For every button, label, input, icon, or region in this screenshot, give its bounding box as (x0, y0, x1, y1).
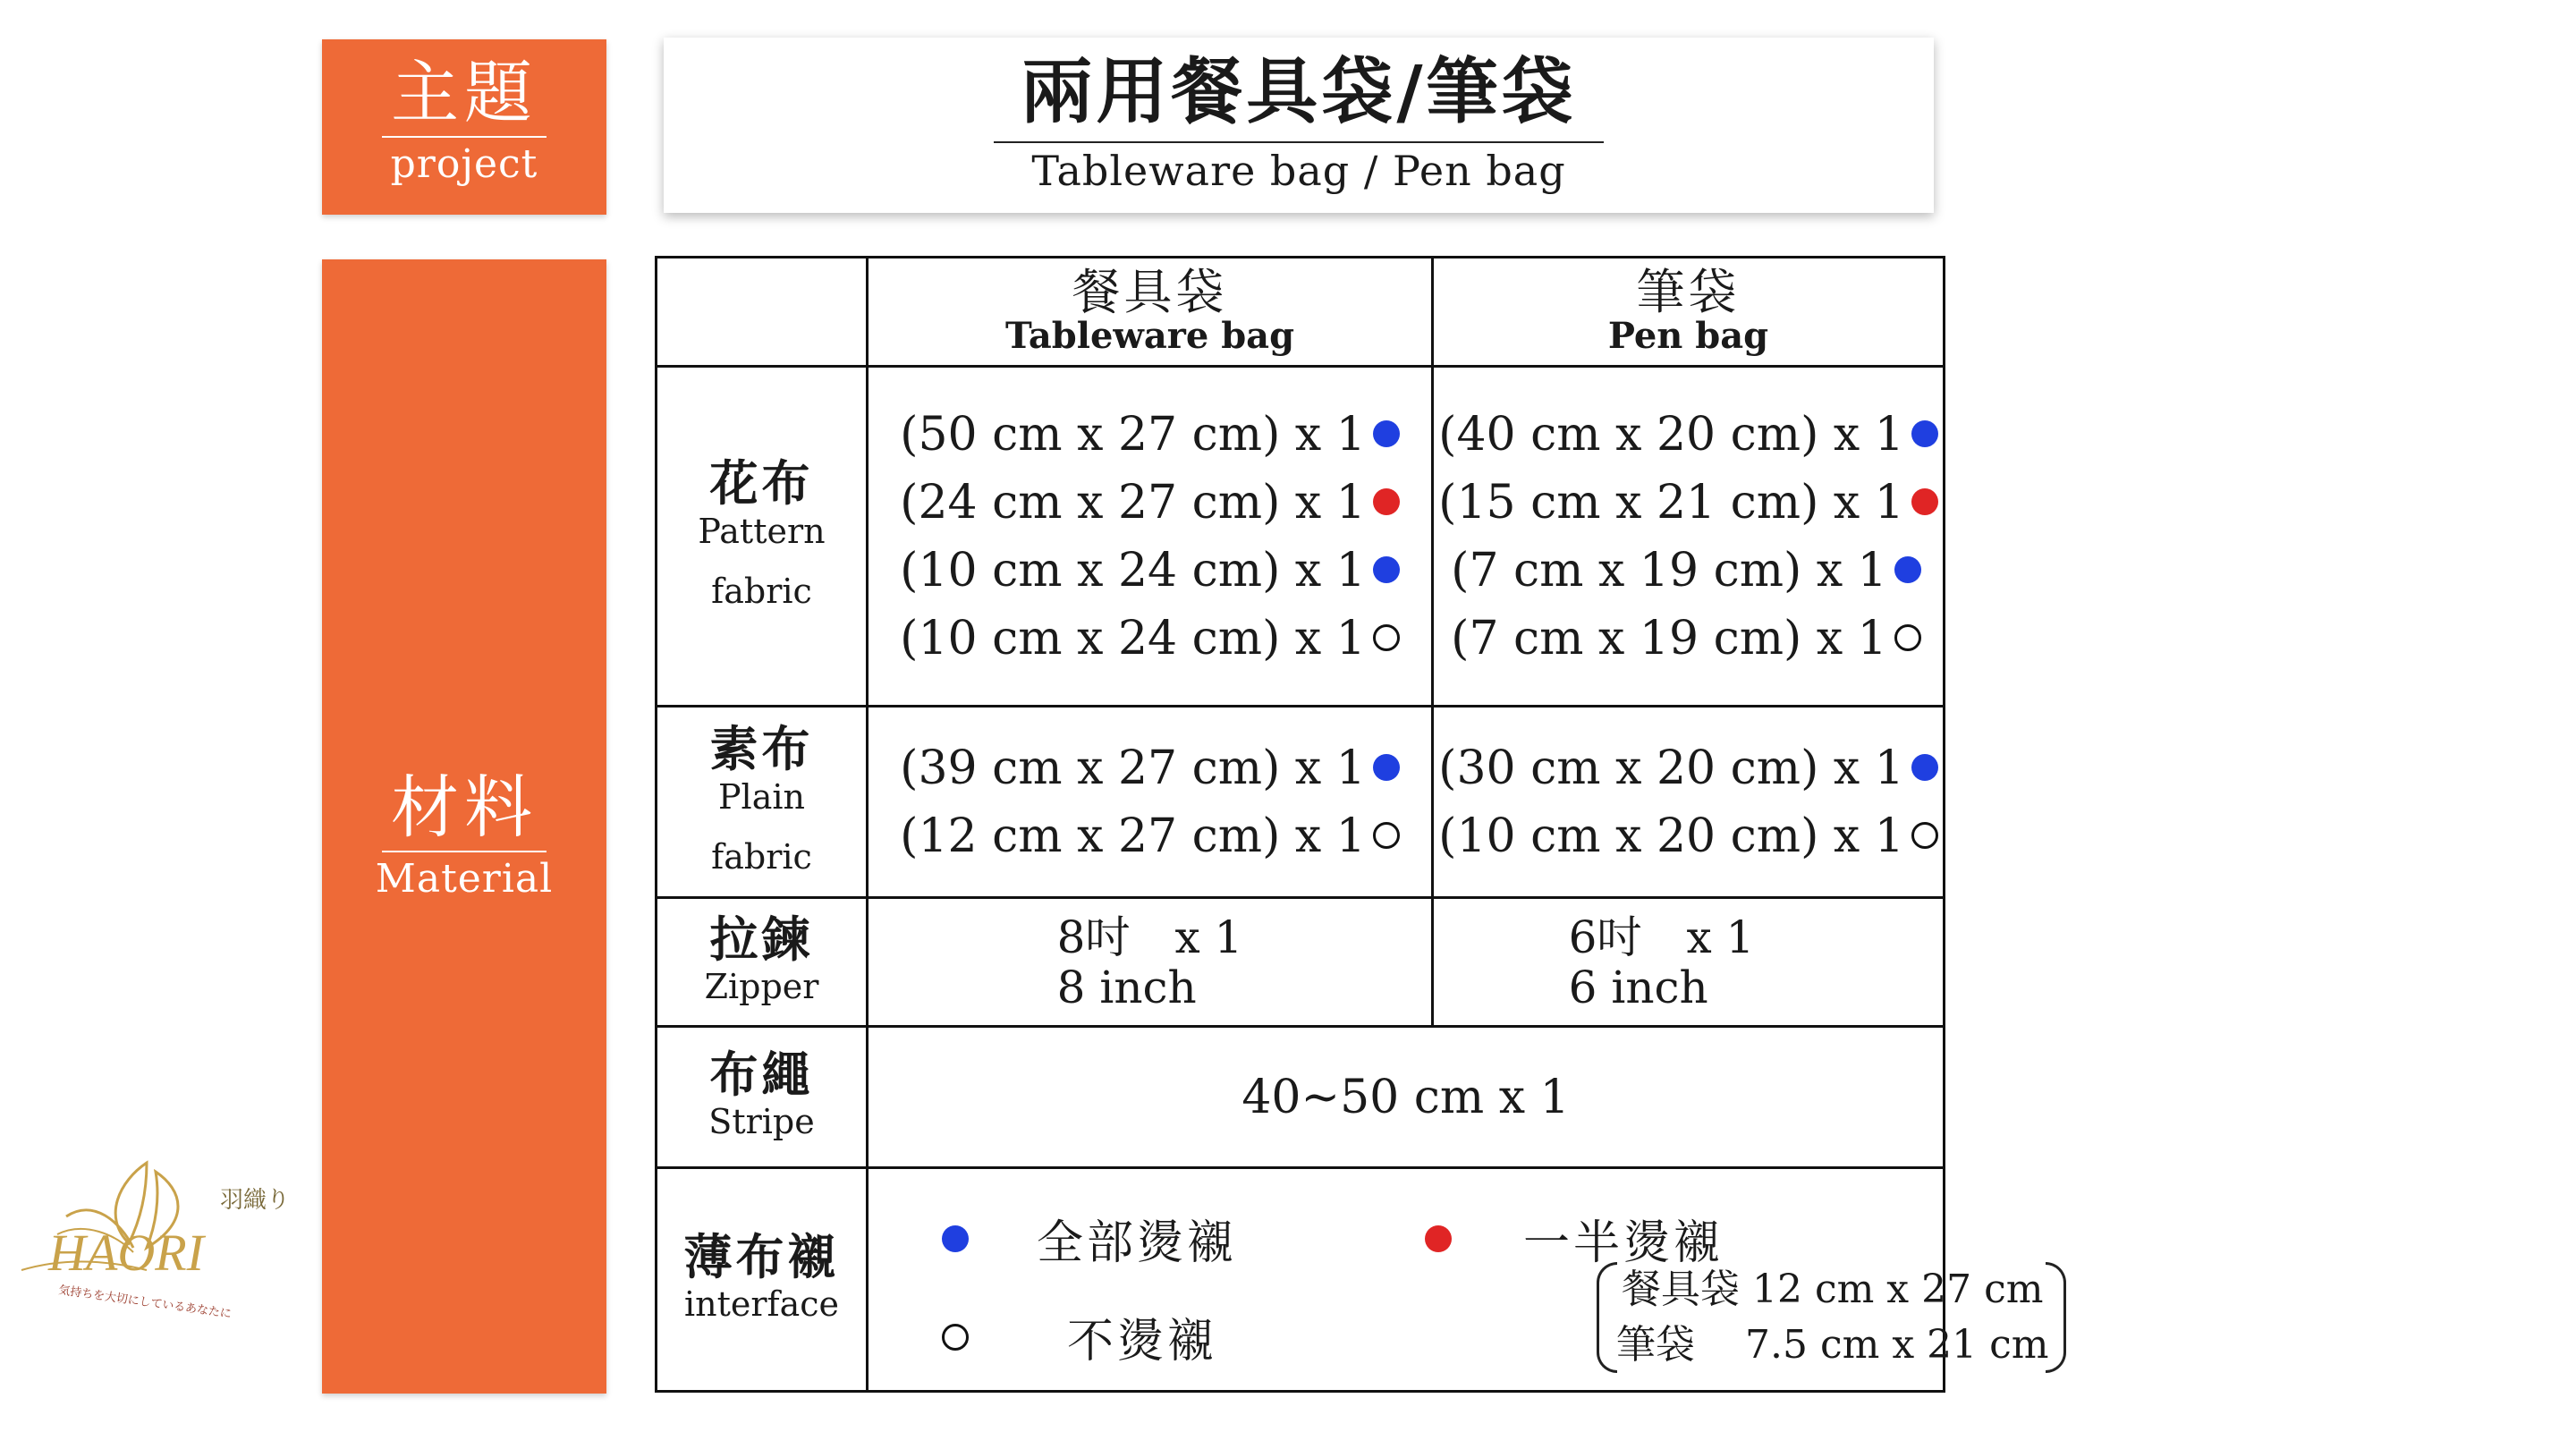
blue-dot-icon (1911, 420, 1938, 447)
open-circle-icon (1373, 624, 1400, 651)
haori-logo (13, 1136, 290, 1324)
table-row-plain-fabric (657, 707, 1945, 898)
table-row-pattern-fabric (657, 367, 1945, 707)
table-row-zipper (657, 898, 1945, 1027)
row-label-zipper-en: Zipper (704, 967, 819, 1007)
open-circle-icon (1894, 624, 1921, 651)
row-label-pattern-en1: Pattern (698, 511, 826, 551)
row-label-pattern (657, 367, 868, 707)
dimension-text: (10 cm x 20 cm) x 1 (1438, 809, 1904, 863)
plain-tableware-cell (868, 707, 1433, 898)
list-item (900, 734, 1400, 802)
dimension-text: (12 cm x 27 cm) x 1 (900, 809, 1366, 863)
row-label-plain-en1: Plain (717, 776, 805, 817)
dimension-text: (15 cm x 21 cm) x 1 (1438, 475, 1904, 530)
dimension-text: (7 cm x 19 cm) x 1 (1451, 611, 1887, 665)
zipper-size-zh: 8吋 (1056, 911, 1131, 963)
red-dot-icon (1373, 488, 1400, 515)
dimension-text: (50 cm x 27 cm) x 1 (900, 407, 1366, 462)
table-row-stripe (657, 1027, 1945, 1168)
header-pen (1433, 258, 1945, 367)
legend-full-label: 全部燙襯 (1037, 1216, 1238, 1270)
list-item (1438, 734, 1938, 802)
half-detail-label: 餐具袋 (1621, 1267, 1740, 1312)
material-label-divider (382, 851, 547, 852)
row-label-interface (657, 1168, 868, 1392)
dimension-text: (40 cm x 20 cm) x 1 (1438, 407, 1904, 462)
row-label-plain (657, 707, 868, 898)
list-item (1438, 605, 1938, 673)
pattern-tableware-cell (868, 367, 1433, 707)
zipper-size-line (1057, 912, 1243, 962)
half-detail-size: 7.5 cm x 21 cm (1745, 1322, 2049, 1368)
zipper-size-en: 6 inch (1568, 961, 1708, 1013)
material-label-panel (322, 259, 606, 1394)
zipper-size-zh: 6吋 (1568, 911, 1642, 963)
blue-dot-icon (1373, 754, 1400, 781)
list-item (900, 469, 1400, 537)
project-label-panel (322, 39, 606, 215)
row-label-stripe-zh: 布繩 (709, 1045, 814, 1103)
legend-none-label: 不燙襯 (1067, 1315, 1218, 1368)
blue-dot-icon (1373, 420, 1400, 447)
half-detail-size: 12 cm x 27 cm (1751, 1267, 2044, 1312)
legend-full (942, 1205, 1237, 1272)
row-label-interface-zh: 薄布襯 (683, 1227, 840, 1285)
logo-jp-text: 羽織り (220, 1187, 290, 1214)
zipper-size-en: 8 inch (1056, 961, 1197, 1013)
pattern-pen-cell (1433, 367, 1945, 707)
stripe-value-cell (868, 1027, 1945, 1168)
row-label-stripe (657, 1027, 868, 1168)
dimension-text: (39 cm x 27 cm) x 1 (900, 741, 1366, 795)
logo-tagline: 気持ちを大切にしているあなたに (57, 1284, 233, 1322)
list-item (1438, 469, 1938, 537)
zipper-qty: x 1 (1174, 911, 1243, 963)
stripe-value: 40~50 cm x 1 (1241, 1070, 1570, 1124)
table-row-interface (657, 1168, 1945, 1392)
dimension-text: (24 cm x 27 cm) x 1 (900, 475, 1366, 530)
legend-half-label: 一半燙襯 (1523, 1216, 1724, 1270)
list-item (900, 537, 1400, 605)
list-item (900, 401, 1400, 469)
plain-pen-cell (1433, 707, 1945, 898)
page-title-en: Tableware bag / Pen bag (1031, 147, 1566, 195)
header-pen-zh: 筆袋 (1636, 263, 1741, 320)
half-detail-pen (1616, 1318, 2048, 1373)
red-dot-icon (1425, 1225, 1452, 1252)
row-label-pattern-en2: fabric (711, 571, 812, 611)
dimension-text: (10 cm x 24 cm) x 1 (900, 611, 1366, 665)
dimension-text: (30 cm x 20 cm) x 1 (1438, 741, 1904, 795)
list-item (1438, 802, 1938, 870)
half-detail-tableware (1616, 1262, 2048, 1318)
list-item (1438, 401, 1938, 469)
zipper-pen-cell (1433, 898, 1945, 1027)
blue-dot-icon (1373, 556, 1400, 583)
half-interface-detail (1602, 1262, 2048, 1373)
row-label-zipper-zh: 拉鍊 (709, 910, 814, 968)
row-label-plain-zh: 素布 (709, 719, 814, 777)
zipper-tableware-cell (868, 898, 1433, 1027)
header-pen-en: Pen bag (1607, 314, 1769, 357)
material-label-en: Material (375, 856, 554, 902)
row-label-plain-en2: fabric (711, 836, 812, 877)
logo-brand-text: HAORI (48, 1224, 204, 1282)
list-item (900, 605, 1400, 673)
dimension-text: (10 cm x 24 cm) x 1 (900, 543, 1366, 597)
right-bracket (2046, 1262, 2066, 1373)
table-header-row (657, 258, 1945, 367)
title-card (664, 38, 1934, 213)
blue-dot-icon (1894, 556, 1921, 583)
header-empty-cell (657, 258, 868, 367)
legend-none (942, 1303, 1217, 1370)
dimension-text: (7 cm x 19 cm) x 1 (1451, 543, 1887, 597)
blue-dot-icon (942, 1225, 969, 1252)
butterfly-icon (13, 1136, 290, 1324)
red-dot-icon (1911, 488, 1938, 515)
project-label-divider (382, 136, 547, 138)
material-label-zh: 材料 (391, 767, 538, 847)
row-label-stripe-en: Stripe (708, 1102, 815, 1142)
zipper-qty: x 1 (1686, 911, 1755, 963)
header-tableware (868, 258, 1433, 367)
zipper-size-line (1569, 912, 1755, 962)
list-item (900, 802, 1400, 870)
header-tableware-zh: 餐具袋 (1072, 263, 1228, 320)
open-circle-icon (942, 1324, 969, 1351)
title-divider (994, 141, 1604, 143)
blue-dot-icon (1911, 754, 1938, 781)
project-label-en: project (390, 141, 538, 187)
list-item (1438, 537, 1938, 605)
project-label-zh: 主題 (391, 53, 538, 132)
interface-legend-cell (868, 1168, 2049, 1392)
row-label-pattern-zh: 花布 (709, 453, 814, 512)
header-tableware-en: Tableware bag (1004, 314, 1295, 357)
half-detail-label: 筆袋 (1616, 1322, 1695, 1368)
open-circle-icon (1911, 822, 1938, 849)
row-label-zipper (657, 898, 868, 1027)
row-label-interface-en: interface (683, 1284, 840, 1325)
left-bracket (1597, 1262, 1617, 1373)
page-title-zh: 兩用餐具袋/筆袋 (1021, 49, 1577, 133)
open-circle-icon (1373, 822, 1400, 849)
materials-table (655, 256, 2049, 1393)
